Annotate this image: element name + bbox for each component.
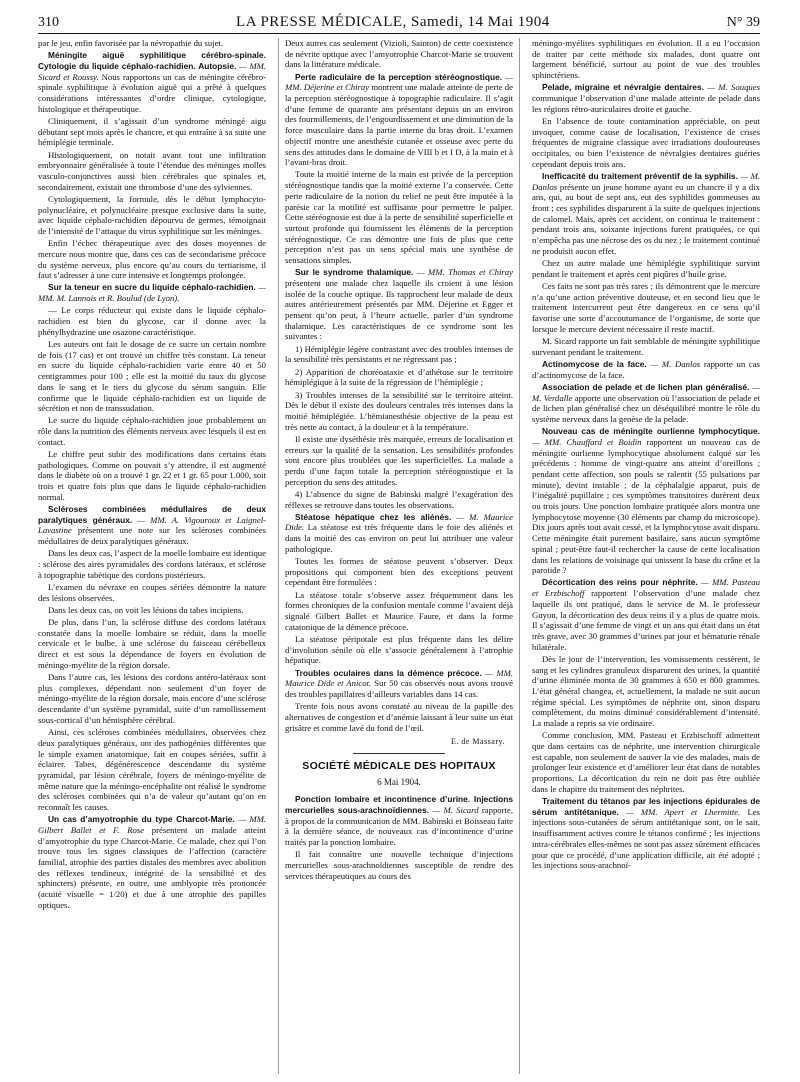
paragraph: Il fait connaître une nouvelle technique d’injections mercurielles sous-arachnoïdiennes susceptible de rendre des services thérapeutiques au cours des bbox=[285, 849, 513, 881]
paragraph: présentent une note sur les scléroses combinées médullaires de deux paralytiques généraux. bbox=[38, 525, 266, 547]
article-title: Actinomycose de la face. bbox=[542, 358, 647, 369]
article-heading bbox=[532, 359, 760, 380]
article-authors: — MM. Chauffard et Boidin bbox=[532, 436, 642, 447]
paragraph: apporte une observation où l’association de pelade et de lichen plan généralisé chez un déséquilibré montre le rôle du système nerveux dans la genèse de la pelade. bbox=[532, 392, 760, 424]
paragraph: par le jeu, enfin favorisée par la névropathie du sujet. bbox=[38, 38, 224, 48]
paragraph: Les injections sous-cutanées de sérum antitétanique sont, on le sait, insuffisamment actives contre le tétanos confirmé ; les injections intra-cérébrales elles-mêmes ne sont pas assez sûrement efficaces pour que ce procédé, d’une application difficile, ait été adopté ; les injections sous-arachnoï- bbox=[532, 806, 760, 871]
paragraph: Enfin l’échec thérapeutique avec des doses moyennes de mercure nous montre que, dans ces cas de secondarisme précoce du système nerveux, plus encore qu’au cours du tertiarisme, il faut s’adresser à une cure intensive et longtemps prolongée. bbox=[38, 238, 266, 281]
paragraph: présentent un malade atteint d’amyotrophie du type Charcot-Marie. Ce malade, chez qui l’on trouve tous les signes classiques de l’affection (caractère familial, atrophie des parties distales des membres avec abolition des réflexes tendineux, intégrité de la sensibilité et des sphincters) présente, en outre, une amblyopie très prononcée (acuité visuelle = 1/20) et due à une atrophie des papilles optiques. bbox=[38, 824, 266, 910]
article-heading bbox=[38, 282, 266, 303]
column-right bbox=[532, 38, 760, 1074]
paragraph: En l’absence de toute contamination appréciable, on peut invoquer, comme cause de localisation, l’existence de crises fréquentes de migraine classique avec irradiations douloureuses occipitales, ou bien l’existence de névralgies dentaires guéries cependant depuis trois ans. bbox=[532, 115, 760, 169]
article-heading bbox=[285, 794, 513, 848]
society-date: 6 Mai 1904. bbox=[377, 777, 421, 788]
article-authors: — MM. Pasteau et Erzbischoff bbox=[532, 577, 760, 599]
article-authors: — MM. Sicard et Roussy. bbox=[38, 60, 266, 82]
article-title: Sur le syndrome thalamique. bbox=[295, 267, 414, 278]
article-heading bbox=[532, 426, 760, 576]
article-heading bbox=[285, 512, 513, 555]
paragraph: Les auteurs ont fait le dosage de ce sucre un certain nombre de fois (17 cas) et ont trouvé un chiffre très constant. La teneur en sucre du liquide céphalo-rachidien varie entre 40 et 50 centigrammes pour 100 ; elle est la moitié du taux du glycose dans le sang et le tiers du glycose du sérum sanguin. Elle confirme que le liquide céphalo-rachidien est un liquide de sécrétion et non de transsudation. bbox=[38, 338, 266, 414]
paragraph: La stéatose totale s’observe assez fréquemment dans les formes chroniques de la confusion mentale comme l’avaient déjà signalé Gilbert Ballet et Maurice Faure, et dans la forme catatonique de la démence précoce. bbox=[285, 589, 513, 632]
paragraph: Cytologiquement, la formule, dès le début lymphocyto-polynucléaire, et polynucléaire presque exclusive dans la suite, avec liquide céphalo-rachidien dépourvu de germes, témoignait de l’intensité de l’attaque du virus syphilitique sur les méninges. bbox=[38, 193, 266, 236]
paragraph: rapportent l’observation d’une malade chez laquelle ils ont pratiqué, dans le service de M. le professeur Guyon, la décortication des deux reins il y a plus de quatre mois. Il s’agissait d’une femme de vingt et un ans qui était dans un état très grave, avec 30 grammes d’urines par jour et hématurie rénale bilatérale. bbox=[532, 588, 760, 652]
paragraph: La stéatose péripotale est plus fréquente dans les délire d’involution sénile où elle s’associe généralement à l’atrophie hépatique. bbox=[285, 633, 513, 666]
paragraph: — Le corps réducteur qui existe dans le liquide céphalo-rachidien est bien du glycose, car il donne avec la phénylhydrazine une osazone caractéristique. bbox=[38, 305, 266, 337]
paragraph: Dès le jour de l’intervention, les vomissements cessèrent, le sang et les cylindres granuleux disparurent des urines, la quantité d’urine éliminée monta de 30 grammes à 650 et 800 grammes. L’état général changea, et, actuellement, la malade ne suit aucun régime spécial. Les symptômes de néphrite ont, sinon disparu complètement, du moins diminué considérablement d’intensité. La malade a repris sa vie ordinaire. bbox=[532, 653, 760, 729]
article-authors: — M. Verdalle bbox=[532, 381, 760, 403]
paragraph: La stéatose est très fréquente dans le foie des aliénés et dans la moitié des cas environ on peut lui attribuer une valeur pathologique. bbox=[285, 522, 514, 554]
article-authors: — M. Danlos bbox=[532, 170, 760, 192]
article-title: Inefficacité du traitement préventif de la syphilis. bbox=[542, 170, 738, 181]
paragraph: Comme conclusion, MM. Pasteau et Erzbischoff admettent que dans certains cas de néphrite, une intervention chirurgicale est capable, non seulement de sauver la vie des malades, mais de prolonger leur existence et d’améliorer leur état dans de notables proportions. La décortication du rein ne doit pas être oubliée dans le chapitre du traitement des néphrites. bbox=[532, 730, 760, 794]
paragraph: montrent une malade atteinte de perte de la perception stéréognostique à topographie radiculaire. Il s’agit d’une femme de quarante ans présentant depuis un an environ des fourmillements, de l’engourdissement et une diminution de la force musculaire dans la partie interne du bras droit. L’examen objectif montre une anesthésie cutanée et osseuse avec perte du sens des attitudes dans le domaine de VIII b et I D, à la main et à l’avant-bras droit. bbox=[285, 82, 513, 168]
paragraph: Trente fois nous avons constaté au niveau de la papille des alternatives de congestion et d’anémie laissant à leur suite un état grisâtre et comme lavé du fond de l’œil. bbox=[285, 701, 513, 733]
paragraph: rapporte, à propos de la communication de MM. Babinski et Boisseau faite à la dernière séance, de nouveaux cas d’incontinence d’urine traités par la ponction lombaire. bbox=[285, 804, 513, 847]
article-heading bbox=[532, 796, 760, 871]
paragraph: Ainsi, ces scléroses combinées médullaires, observées chez deux paralytiques généraux, ont des pathogénies différentes que le simple examen anatomique, fait en coupes sériées, suffit à éclairer. Tabes, dégénérescence descendante du système pyramidal, par lésion cérébrale, foyers de méningo-myélite de même nature que la méningo-encéphalite ont réalisé le syndrome des scléroses combinées qui n’a de valeur qu’autant qu’on en reconnaît les causes. bbox=[38, 727, 266, 813]
article-title: Stéatose hépatique chez les aliénés. bbox=[295, 511, 452, 522]
article-columns bbox=[38, 38, 760, 1074]
article-authors: — MM. A. Vigouroux et Laignel-Lavastine bbox=[38, 514, 266, 536]
paragraph: Toutes les formes de stéatose peuvent s’observer. Deux propositions qui comportent bien des exceptions peuvent cependant être formulées : bbox=[285, 556, 513, 588]
list-item: 2) Apparition de choréoataxie et d’athétose sur le territoire hémiplégique à la suite de la régression de l’hémiplégie ; bbox=[285, 366, 513, 388]
article-authors: — MM. Gilbert Ballet et F. Rose bbox=[38, 814, 266, 835]
paragraph: Ces faits ne sont pas très rares ; ils démontrent que le mercure n’a qu’une action préventive douteuse, et en second lieu que le traitement intercurrent peut être dangereux en ce sens qu’il favorise une sorte d’accoutumance de l’organisme, de sorte que lorsque le mercure devient nécessaire il reste inactif. bbox=[532, 280, 760, 334]
issue-number: N° 39 bbox=[726, 15, 760, 30]
article-heading bbox=[532, 382, 760, 425]
list-item: 1) Hémiplégie légère contrastant avec des troubles intenses de la sensibilité très persistants et ne régressant pas ; bbox=[285, 343, 513, 365]
article-heading bbox=[38, 504, 266, 547]
paragraph: communique l’observation d’une malade atteinte de pelade dans les régions rétro-auriculaires droite et gauche. bbox=[532, 93, 760, 114]
article-heading bbox=[532, 171, 760, 257]
article-heading bbox=[285, 267, 513, 342]
column-middle bbox=[278, 38, 520, 1074]
paragraph: Dans l’autre cas, les lésions des cordons antéro-latéraux sont plus complexes, dépendant non seulement d’un foyer de méningo-myélite de la région dorsale, mais encore d’une sclérose descendante d’un système pyramidal, suite d’un ramollissement sous-cortical d’un hémisphère cérébral. bbox=[38, 672, 266, 725]
paragraph: méningo-myélites syphilitiques en évolution. Il a eu l’occasion de traiter par cette méthode six malades, dont quatre ont largement bénéficié, surtout au point de vue des troubles sphinctériens. bbox=[532, 38, 760, 81]
article-title: Nouveau cas de méningite ourlienne lymphocytique. bbox=[542, 426, 760, 437]
paragraph: L’examen du névraxe en coupes sériées démontre la nature des lésions observées. bbox=[38, 581, 266, 603]
header-rule bbox=[38, 33, 760, 34]
article-authors: — MM. Thomas et Chiray bbox=[416, 267, 513, 278]
article-heading bbox=[532, 577, 760, 652]
paragraph: Dans les deux cas, l’aspect de la moelle lombaire est identique : sclérose des aires pyramidales des cordons latéraux, et sclérose à topographie tabétique des cordons postérieurs. bbox=[38, 548, 266, 580]
article-authors: — MM. Déjerine et Chiray bbox=[285, 71, 513, 93]
list-item: 3) Troubles intenses de la sensibilité sur le territoire atteint. Dès le début il existe des douleurs centrales très intenses dans la moitié hémiplégiée. L’hémianesthésie objective de la peau est très nette au contact, à la douleur et à la température. bbox=[285, 389, 513, 432]
paragraph: Sur 50 cas observés nous avons trouvé des troubles papillaires d’ailleurs variables dans 14 cas. bbox=[285, 678, 514, 699]
paragraph: présente un jeune homme ayant eu un chancre il y a dix ans, qui, au bout de sept ans, eut des syphilides gommeuses au front ; ces syphilides disparurent à la suite de quelques injections de calomel. Mais, après cet accident, on continua le traitement : pendant trois ans, soixante injections furent pratiquées, ce qui n’empêcha pas une nécrose des os du nez ; le traitement continué ne produisit aucun effet. bbox=[532, 181, 760, 256]
section-divider bbox=[353, 753, 444, 754]
article-heading bbox=[38, 814, 266, 910]
paragraph: Chez un autre malade une hémiplégie syphilitique survint pendant le traitement et après cent piqûres d’huile grise. bbox=[532, 258, 760, 279]
article-title: Sur la teneur en sucre du liquide céphalo-rachidien. bbox=[48, 282, 256, 293]
paragraph: rapportent un nouveau cas de méningite ourlienne lymphocytique absolument calqué sur les précédents : homme de vingt-quatre ans atteint d’oreillons ; pendant cette affection, son pouls se ralentit (55 pulsations par minute), devint instable ; de la céphalalgie apparut, puis de l’inégalité pupillaire ; ces symptômes transitoires durèrent deux ou trois jours. Une ponction lombaire pratiquée alors montra une lymphocytose moyenne (30 éléments par champ du microscope). Dix jours après tout avait cessé, et la lymphocytose avait disparu. Cette méningite était purement basilaire, sans aucun symptôme spinal ; peut-être faut-il rechercher la cause de cette localisation dans les relations de voisinage qui unissent la base du crâne et la parotide ? bbox=[532, 436, 760, 576]
paragraph: Dans les deux cas, on voit les lésions du tabes incipiens. bbox=[48, 604, 244, 615]
article-authors: — MM. Apert et Lhermitte. bbox=[626, 806, 741, 817]
paragraph: Cliniquement, il s’agissait d’un syndrome méningé aigu débutant sept mois après le chancre, et qui entraîne à sa suite une hémiplégie terminale. bbox=[38, 115, 266, 148]
article-heading bbox=[285, 668, 513, 700]
report-signature: E. de Massary. bbox=[450, 737, 505, 747]
column-left bbox=[38, 38, 266, 1074]
paragraph: M. Sicard rapporte un fait semblable de méningite syphilitique survenant pendant le traitement. bbox=[532, 335, 760, 357]
article-title: Scléroses combinées médullaires de deux paralytiques généraux. bbox=[38, 504, 266, 525]
paragraph: rapporte un cas d’actinomycose de la face. bbox=[532, 358, 760, 380]
article-authors: — M. Danlos bbox=[650, 358, 701, 369]
paragraph: Nous rapportons un cas de méningite cérébro-spinale syphilitique à évolution aiguë qui a prêté à quelques considérations intéressantes d’ordre clinique, cytologique, histologique et thérapeutique. bbox=[38, 71, 266, 114]
society-heading: SOCIÉTÉ MÉDICALE DES HOPITAUX bbox=[302, 760, 496, 773]
journal-title: LA PRESSE MÉDICALE, Samedi, 14 Mai 1904 bbox=[236, 14, 550, 30]
article-authors: — MM. M. Lannois et R. Boulud (de Lyon). bbox=[38, 282, 266, 304]
article-title: Troubles oculaires dans la démence précoce. bbox=[295, 667, 482, 678]
paragraph: Le sucre du liquide céphalo-rachidien joue probablement un rôle dans la nutrition des éléments nerveux avec lesquels il est en contact. bbox=[38, 415, 266, 447]
paragraph: Histologiquement, on notait avant tout une infiltration embryonnaire généralisée à toute l’étendue des méninges molles vasculo-conjonctives aussi bien cérébrales que spinales et, secondairement, existait une thrombose d’une des sylviennes. bbox=[38, 149, 266, 192]
article-heading bbox=[38, 50, 266, 114]
article-authors: — MM. Maurice Dide et Anicot. bbox=[285, 667, 513, 689]
article-title: Ponction lombaire et incontinence d’urine. Injections mercurielles sous-arachnoïdiennes. bbox=[285, 794, 513, 815]
article-title: Perte radiculaire de la perception stéréognostique. bbox=[295, 71, 503, 82]
article-authors: — M. Souques bbox=[707, 82, 760, 93]
page-number: 310 bbox=[38, 15, 59, 30]
paragraph: présentent une malade chez laquelle ils croient à une lésion isolée de la couche optique. Ils rapprochent leur malade de deux autres antérieurement présentés par MM. Déjerine et Egger et pensent qu’on peut, à l’heure actuelle, parler d’un syndrome thalamique. Les caractéristiques de ce syndrome sont les suivantes : bbox=[285, 277, 513, 342]
article-heading bbox=[532, 82, 760, 114]
paragraph: Toute la moitié interne de la main est privée de la perception stéréognostique tandis que la moitié externe l’a conservée. Cette perte radiculaire de la notion du relief ne peut être imputée à la parésie car la motilité est suffisante pour permettre le palper. Cette stéréognosie est due à la perte de sensibilité superficielle et surtout profonde qui fournissent les éléments de la perception stéréognostique. Ce cas démontre une fois de plus que cette perception n’est pas un sens spécial mais une synthèse de sensations simples. bbox=[285, 169, 513, 266]
article-title: Méningite aiguë syphilitique cérébro-spinale. Cytologie du liquide céphalo-rachidien. Autopsie. bbox=[38, 50, 266, 71]
article-authors: — M. Maurice Dide. bbox=[285, 511, 514, 533]
article-heading bbox=[285, 72, 513, 168]
paragraph: Deux autres cas seulement (Vizioli, Sainton) de cette coexistence de névrite optique avec l’amyotrophie Charcot-Marie se trouvent dans la littérature médicale. bbox=[285, 38, 513, 70]
article-title: Décortication des reins pour néphrite. bbox=[542, 577, 698, 588]
article-title: Traitement du tétanos par les injections épidurales de sérum antitétanique. bbox=[532, 796, 760, 817]
article-authors: — M. Sicard bbox=[432, 804, 479, 815]
list-item: Il existe une dyséthésie très marquée, erreurs de localisation et erreurs sur la qualité de la sensation. Les sensibilités profondes sont encore plus troublées que les superficielles. La malade a perdu d’une façon totale la perception stéréognostique et la perception du sens des attitudes. bbox=[285, 433, 513, 487]
paragraph: De plus, dans l’un, la sclérose diffuse des cordons latéraux constatée dans la moelle lombaire se réduit, dans la moelle cervicale et le bulbe, à une sclérose du faisceau cérébelleux direct et est sous la dépendance de foyers en évolution de méningo-myélite de la région dorsale. bbox=[38, 617, 266, 670]
paragraph: Le chiffre peut subir des modifications dans certains états pathologiques. Comme on pouvait s’y attendre, il est augmenté dans le diabète où on a trouvé 1 gr. 22 et 1 gr. 65 pour 1.000, soit trois et quatre fois plus que dans le liquide céphalo-rachidien normal. bbox=[38, 449, 266, 502]
article-title: Un cas d’amyotrophie du type Charcot-Marie. bbox=[48, 814, 235, 825]
article-title: Association de pelade et de lichen plan généralisé. bbox=[542, 381, 750, 392]
article-title: Pelade, migraine et névralgie dentaires. bbox=[542, 82, 704, 93]
list-item: 4) L’absence du signe de Babinski malgré l’exagération des réflexes se retrouve dans toutes les observations. bbox=[285, 488, 513, 510]
